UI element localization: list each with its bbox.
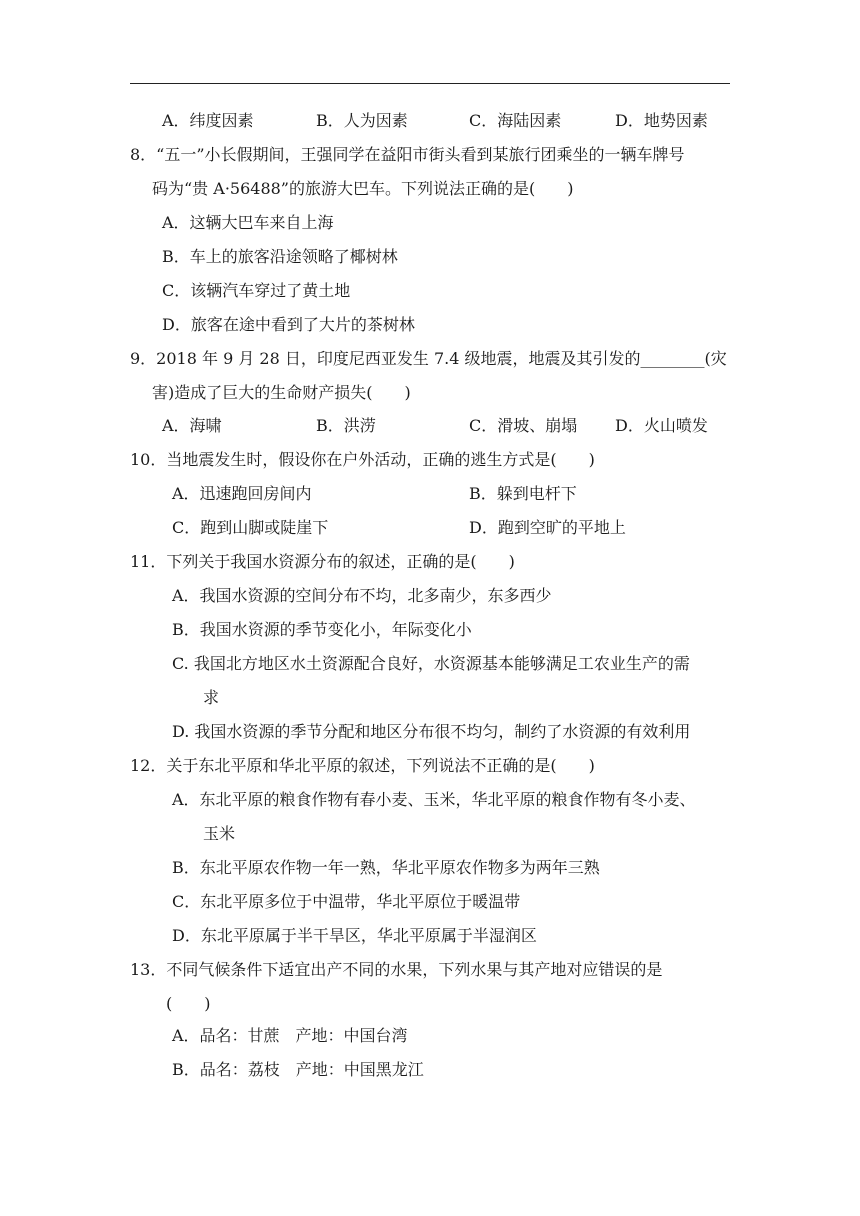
q10-option-a: A．迅速跑回房间内: [172, 484, 312, 503]
q12-option-a-line2: 玉米: [203, 824, 236, 843]
option-c: C．海陆因素: [469, 111, 562, 130]
q8-option-b: B．车上的旅客沿途领略了椰树林: [162, 247, 398, 266]
q11-option-d: D. 我国水资源的季节分配和地区分布很不均匀，制约了水资源的有效利用: [172, 722, 691, 741]
q11-option-c-line1: C. 我国北方地区水土资源配合良好，水资源基本能够满足工农业生产的需: [172, 654, 690, 673]
q13-stem-line1: 13．不同气候条件下适宜出产不同的水果，下列水果与其产地对应错误的是: [130, 960, 663, 979]
q10-stem: 10．当地震发生时，假设你在户外活动，正确的逃生方式是( ): [130, 450, 595, 469]
q13-stem-line2: ( ): [166, 994, 211, 1013]
q12-option-d: D．东北平原属于半干旱区，华北平原属于半湿润区: [172, 926, 537, 945]
q11-stem: 11．下列关于我国水资源分布的叙述，正确的是( ): [130, 552, 515, 571]
q8-option-c: C．该辆汽车穿过了黄土地: [162, 281, 351, 300]
q8-stem-line1: 8．“五一”小长假期间，王强同学在益阳市街头看到某旅行团乘坐的一辆车牌号: [130, 145, 685, 164]
q12-stem: 12．关于东北平原和华北平原的叙述，下列说法不正确的是( ): [130, 756, 595, 775]
q8-option-d: D．旅客在途中看到了大片的茶树林: [162, 315, 415, 334]
prev-question-options: [0, 109, 860, 133]
q10-option-b: B．躲到电杆下: [469, 484, 577, 503]
q9-option-b: B．洪涝: [316, 416, 376, 435]
q12-option-b: B．东北平原农作物一年一熟，华北平原农作物多为两年三熟: [172, 858, 600, 877]
q13-option-a: A．品名：甘蔗 产地：中国台湾: [172, 1026, 408, 1045]
q10-options-row2: [0, 516, 860, 540]
header-rule: [130, 83, 730, 84]
q13-option-b: B．品名：荔枝 产地：中国黑龙江: [172, 1060, 424, 1079]
option-b: B．人为因素: [316, 111, 408, 130]
q9-option-c: C．滑坡、崩塌: [469, 416, 578, 435]
option-a: A．纬度因素: [162, 111, 254, 130]
q11-option-a: A．我国水资源的空间分布不均，北多南少，东多西少: [172, 586, 552, 605]
q9-option-a: A．海啸: [162, 416, 222, 435]
q9-stem-line1: 9．2018 年 9 月 28 日，印度尼西亚发生 7.4 级地震，地震及其引发的________(灾: [130, 349, 727, 368]
option-d: D．地势因素: [615, 111, 708, 130]
q9-option-d: D．火山喷发: [615, 416, 708, 435]
q9-stem-line2: 害)造成了巨大的生命财产损失( ): [152, 383, 411, 402]
q12-option-a-line1: A．东北平原的粮食作物有春小麦、玉米，华北平原的粮食作物有冬小麦、: [172, 790, 696, 809]
q8-option-a: A．这辆大巴车来自上海: [162, 213, 334, 232]
q10-option-d: D．跑到空旷的平地上: [469, 518, 626, 537]
q11-option-c-line2: 求: [203, 688, 220, 707]
q10-option-c: C．跑到山脚或陡崖下: [172, 518, 329, 537]
q10-options-row1: [0, 482, 860, 506]
q12-option-c: C．东北平原多位于中温带，华北平原位于暖温带: [172, 892, 521, 911]
q9-options: [0, 414, 860, 438]
q8-stem-line2: 码为“贵 A·56488”的旅游大巴车。下列说法正确的是( ): [152, 179, 574, 198]
q11-option-b: B．我国水资源的季节变化小，年际变化小: [172, 620, 472, 639]
